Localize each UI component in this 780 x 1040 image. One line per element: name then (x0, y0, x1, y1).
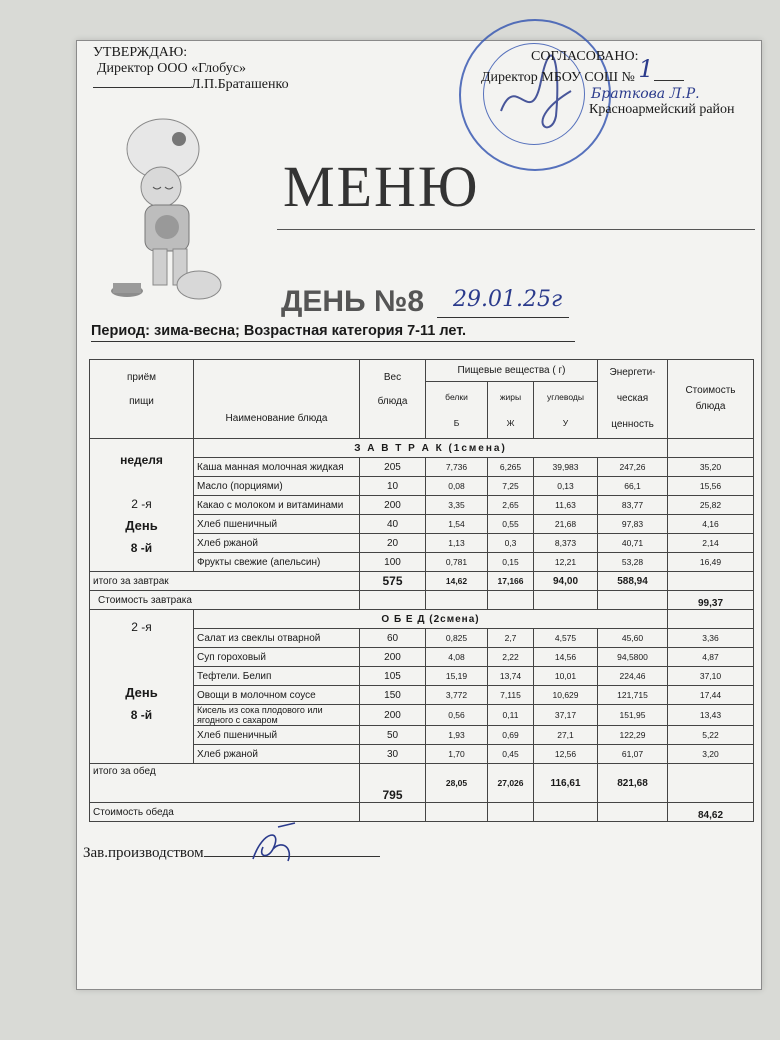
dish-energy: 121,715 (598, 686, 668, 705)
dish-carbs: 21,68 (534, 515, 598, 534)
header-fat-word: жиры (499, 392, 522, 403)
dish-weight: 60 (360, 629, 426, 648)
dish-weight: 20 (360, 534, 426, 553)
agreed-title: СОГЛАСОВАНО: (531, 49, 639, 64)
day-label: ДЕНЬ №8 (281, 285, 425, 318)
menu-sheet (76, 40, 762, 990)
period-underline (91, 341, 575, 342)
dish-name: Хлеб ржаной (194, 745, 360, 764)
header-protein (426, 382, 488, 439)
header-fat (488, 382, 534, 439)
breakfast-total-energy: 588,94 (598, 572, 668, 591)
dish-weight: 105 (360, 667, 426, 686)
dish-fat: 6,265 (488, 458, 534, 477)
header-fat-abbr: Ж (506, 418, 515, 429)
dish-protein: 1,13 (426, 534, 488, 553)
dish-fat: 13,74 (488, 667, 534, 686)
breakfast-side-week: неделя (120, 453, 163, 467)
dish-energy: 40,71 (598, 534, 668, 553)
lunch-section-title: О Б Е Д (2смена) (194, 610, 668, 629)
lunch-side-daynum: 8 -й (130, 708, 153, 722)
header-dish: Наименование блюда (194, 360, 360, 439)
lunch-total-row (90, 764, 754, 803)
breakfast-cost-row (90, 591, 754, 610)
header-protein-word: белки (445, 392, 468, 403)
dish-name: Хлеб пшеничный (194, 515, 360, 534)
empty-cell (360, 803, 426, 822)
dish-energy: 122,29 (598, 726, 668, 745)
header-protein-abbr: Б (453, 418, 460, 429)
breakfast-total-carbs: 94,00 (534, 572, 598, 591)
lunch-section-row (90, 610, 754, 629)
dish-energy: 224,46 (598, 667, 668, 686)
dish-carbs: 14,56 (534, 648, 598, 667)
approve-role: Директор ООО «Глобус» (97, 61, 246, 76)
header-energy-line1: Энергети- (609, 367, 656, 378)
dish-fat: 2,22 (488, 648, 534, 667)
lunch-side-num: 2 -я (131, 620, 152, 634)
dish-weight: 50 (360, 726, 426, 745)
empty-cell (426, 591, 488, 610)
empty-cell (534, 591, 598, 610)
dish-protein: 3,35 (426, 496, 488, 515)
header-weight (360, 360, 426, 439)
dish-cost: 13,43 (668, 705, 754, 726)
dish-name: Масло (порциями) (194, 477, 360, 496)
header-energy-line3: ценность (611, 419, 654, 430)
dish-protein: 3,772 (426, 686, 488, 705)
dish-protein: 0,08 (426, 477, 488, 496)
agreed-district: Красноармейский район (589, 102, 735, 117)
dish-fat: 0,3 (488, 534, 534, 553)
dish-carbs: 10,629 (534, 686, 598, 705)
lunch-total-label: итого за обед (90, 764, 360, 803)
footer-label: Зав.производством (83, 845, 204, 861)
title-underline (277, 229, 755, 230)
header-weight-line2: блюда (377, 396, 408, 407)
empty-cell (488, 803, 534, 822)
breakfast-total-cost-cell (668, 572, 754, 591)
dish-name: Тефтели. Белип (194, 667, 360, 686)
dish-fat: 7,115 (488, 686, 534, 705)
lunch-total-protein: 28,05 (426, 764, 488, 803)
header-meal (90, 360, 194, 439)
approve-signature-line (93, 87, 191, 88)
approve-name: Л.П.Браташенко (191, 77, 289, 92)
dish-name: Каша манная молочная жидкая (194, 458, 360, 477)
dish-energy: 66,1 (598, 477, 668, 496)
breakfast-side-daynum: 8 -й (130, 541, 153, 555)
dish-cost: 16,49 (668, 553, 754, 572)
dish-fat: 0,55 (488, 515, 534, 534)
dish-fat: 0,45 (488, 745, 534, 764)
empty-cell (534, 803, 598, 822)
lunch-section-cost-cell (668, 610, 754, 629)
breakfast-cost-label: Стоимость завтрака (90, 591, 360, 610)
menu-table (89, 359, 754, 822)
breakfast-total-label: итого за завтрак (90, 572, 360, 591)
lunch-total-cost-cell (668, 764, 754, 803)
agreed-school-number: 1 (638, 55, 654, 83)
breakfast-total-fat: 17,166 (488, 572, 534, 591)
dish-cost: 4,16 (668, 515, 754, 534)
day-date: 29.01.25г (453, 287, 563, 312)
dish-energy: 61,07 (598, 745, 668, 764)
lunch-cost-label: Стоимость обеда (90, 803, 360, 822)
breakfast-section-title: З А В Т Р А К (1смена) (194, 439, 668, 458)
header-cost-line2: блюда (695, 401, 726, 412)
dish-protein: 1,70 (426, 745, 488, 764)
dish-cost: 15,56 (668, 477, 754, 496)
header-carbs-word: углеводы (547, 392, 584, 403)
dish-carbs: 8,373 (534, 534, 598, 553)
dish-name: Какао с молоком и витаминами (194, 496, 360, 515)
table-header-row (90, 360, 754, 382)
lunch-total-energy: 821,68 (598, 764, 668, 803)
dish-carbs: 4,575 (534, 629, 598, 648)
dish-protein: 4,08 (426, 648, 488, 667)
dish-name: Хлеб ржаной (194, 534, 360, 553)
dish-energy: 83,77 (598, 496, 668, 515)
empty-cell (426, 803, 488, 822)
lunch-total-weight: 795 (360, 764, 426, 803)
approve-title: УТВЕРЖДАЮ: (93, 45, 188, 60)
lunch-total-fat: 27,026 (488, 764, 534, 803)
breakfast-cost-value: 99,37 (668, 591, 754, 610)
dish-carbs: 10,01 (534, 667, 598, 686)
dish-weight: 150 (360, 686, 426, 705)
approval-block-left (93, 45, 289, 93)
dish-name: Хлеб пшеничный (194, 726, 360, 745)
dish-carbs: 12,56 (534, 745, 598, 764)
dish-energy: 53,28 (598, 553, 668, 572)
footer-signature (83, 845, 380, 862)
empty-cell (360, 591, 426, 610)
approval-block-right (481, 49, 735, 118)
dish-protein: 0,56 (426, 705, 488, 726)
dish-name: Фрукты свежие (апельсин) (194, 553, 360, 572)
dish-carbs: 0,13 (534, 477, 598, 496)
breakfast-section-row (90, 439, 754, 458)
dish-name: Салат из свеклы отварной (194, 629, 360, 648)
dish-carbs: 27,1 (534, 726, 598, 745)
header-weight-line1: Вес (383, 372, 402, 383)
breakfast-side-label (90, 439, 194, 572)
dish-fat: 0,69 (488, 726, 534, 745)
dish-carbs: 39,983 (534, 458, 598, 477)
breakfast-total-protein: 14,62 (426, 572, 488, 591)
header-energy (598, 360, 668, 439)
dish-cost: 37,10 (668, 667, 754, 686)
dish-fat: 2,65 (488, 496, 534, 515)
dish-weight: 200 (360, 496, 426, 515)
dish-cost: 3,20 (668, 745, 754, 764)
agreed-number-line (654, 80, 684, 81)
dish-name: Суп гороховый (194, 648, 360, 667)
dish-protein: 1,93 (426, 726, 488, 745)
dish-cost: 3,36 (668, 629, 754, 648)
header-nutrients: Пищевые вещества ( г) (426, 360, 598, 382)
dish-energy: 94,5800 (598, 648, 668, 667)
dish-carbs: 12,21 (534, 553, 598, 572)
date-underline (437, 317, 569, 318)
footer-handwritten-signature (233, 819, 313, 869)
dish-weight: 200 (360, 705, 426, 726)
dish-cost: 25,82 (668, 496, 754, 515)
dish-fat: 0,15 (488, 553, 534, 572)
dish-carbs: 37,17 (534, 705, 598, 726)
header-carbs-abbr: У (562, 418, 569, 429)
dish-protein: 1,54 (426, 515, 488, 534)
header-meal-line2: пищи (129, 396, 154, 407)
dish-weight: 100 (360, 553, 426, 572)
dish-cost: 2,14 (668, 534, 754, 553)
dish-name: Кисель из сока плодового или ягодного с сахаром (194, 705, 360, 726)
dish-energy: 151,95 (598, 705, 668, 726)
chef-illustration (103, 109, 239, 305)
lunch-cost-row (90, 803, 754, 822)
dish-fat: 2,7 (488, 629, 534, 648)
empty-cell (488, 591, 534, 610)
header-carbs (534, 382, 598, 439)
dish-energy: 97,83 (598, 515, 668, 534)
lunch-total-carbs: 116,61 (534, 764, 598, 803)
dish-protein: 0,825 (426, 629, 488, 648)
empty-cell (598, 803, 668, 822)
dish-energy: 247,26 (598, 458, 668, 477)
dish-fat: 7,25 (488, 477, 534, 496)
menu-title: МЕНЮ (283, 154, 480, 219)
lunch-cost-value: 84,62 (668, 803, 754, 822)
dish-weight: 200 (360, 648, 426, 667)
breakfast-section-cost-cell (668, 439, 754, 458)
dish-weight: 10 (360, 477, 426, 496)
dish-protein: 0,781 (426, 553, 488, 572)
dish-weight: 30 (360, 745, 426, 764)
dish-energy: 45,60 (598, 629, 668, 648)
empty-cell (598, 591, 668, 610)
breakfast-total-weight: 575 (360, 572, 426, 591)
header-meal-line1: приём (127, 372, 156, 383)
dish-cost: 35,20 (668, 458, 754, 477)
dish-protein: 15,19 (426, 667, 488, 686)
dish-cost: 4,87 (668, 648, 754, 667)
breakfast-side-num: 2 -я (131, 497, 152, 511)
dish-weight: 205 (360, 458, 426, 477)
dish-cost: 5,22 (668, 726, 754, 745)
dish-carbs: 11,63 (534, 496, 598, 515)
lunch-side-label (90, 610, 194, 764)
period-text: Период: зима-весна; Возрастная категория 7-11 лет. (91, 323, 467, 339)
agreed-role: Директор МБОУ СОШ № (481, 70, 635, 85)
breakfast-side-day: День (125, 518, 158, 533)
header-cost-line1: Стоимость (685, 385, 736, 396)
dish-fat: 0,11 (488, 705, 534, 726)
dish-weight: 40 (360, 515, 426, 534)
agreed-signature: Браткова Л.Р. (591, 86, 700, 102)
lunch-side-day: День (125, 685, 158, 700)
header-energy-line2: ческая (616, 393, 649, 404)
header-cost (668, 360, 754, 439)
breakfast-total-row (90, 572, 754, 591)
dish-protein: 7,736 (426, 458, 488, 477)
dish-cost: 17,44 (668, 686, 754, 705)
dish-name: Овощи в молочном соусе (194, 686, 360, 705)
